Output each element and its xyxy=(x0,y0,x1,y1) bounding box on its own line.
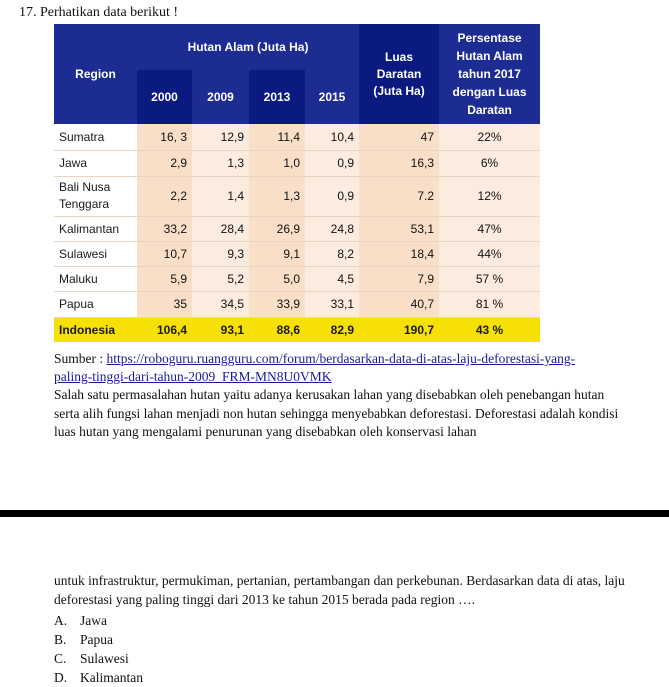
option-letter: D. xyxy=(54,670,68,685)
question-title: 17. Perhatikan data berikut ! xyxy=(19,5,179,20)
option-letter: B. xyxy=(54,632,67,647)
region-cell: Sulawesi xyxy=(54,241,137,266)
value-cell: 2,9 xyxy=(137,150,192,176)
value-cell: 7,9 xyxy=(359,266,439,291)
value-cell: 0,9 xyxy=(305,150,359,176)
paragraph-text: Salah satu permasalahan hutan yaitu adanya kerusakan lahan yang disebabkan oleh penebangan hutan serta alih fungsi lahan menjadi non hutan sehingga menyebabkan deforestasi. Deforestasi adalah kondisi luas hutan yang mengalami penurunan yang disebabkan oleh konservasi lahan xyxy=(54,387,619,439)
region-cell: Sumatra xyxy=(54,124,137,150)
value-cell: 0,9 xyxy=(305,176,359,216)
total-row xyxy=(54,317,540,342)
table-row xyxy=(54,241,540,266)
option-c[interactable] xyxy=(54,650,129,668)
value-cell: 11,4 xyxy=(249,124,305,150)
value-cell: 1,3 xyxy=(192,150,249,176)
value-cell: 93,1 xyxy=(192,317,249,342)
question-text: untuk infrastruktur, permukiman, pertanian, pertambangan dan perkebunan. Berdasarkan data di atas, laju deforestasi yang paling tinggi dari 2013 ke tahun 2015 berada pada region …. xyxy=(54,573,625,607)
value-cell: 88,6 xyxy=(249,317,305,342)
source-link[interactable]: https://roboguru.ruangguru.com/forum/berdasarkan-data-di-atas-laju-deforestasi-yang- paling-tinggi-dari-tahun-2009_FRM-MN8U0VMK xyxy=(54,351,576,384)
value-cell: 1,3 xyxy=(249,176,305,216)
percent-cell: 12% xyxy=(439,176,540,216)
region-cell: Jawa xyxy=(54,150,137,176)
table-row xyxy=(54,150,540,176)
forest-data-table xyxy=(54,24,540,342)
header-year: 2015 xyxy=(305,70,359,124)
source-citation xyxy=(54,350,634,386)
region-cell: Indonesia xyxy=(54,317,137,342)
option-text: Jawa xyxy=(80,613,107,628)
percent-cell: 6% xyxy=(439,150,540,176)
header-luas-daratan: Luas Daratan (Juta Ha) xyxy=(359,24,439,124)
value-cell: 8,2 xyxy=(305,241,359,266)
value-cell: 5,0 xyxy=(249,266,305,291)
header-hutan-alam: Hutan Alam (Juta Ha) xyxy=(137,24,359,70)
value-cell: 82,9 xyxy=(305,317,359,342)
value-cell: 53,1 xyxy=(359,216,439,241)
value-cell: 40,7 xyxy=(359,291,439,317)
option-b[interactable] xyxy=(54,631,113,649)
option-a[interactable] xyxy=(54,612,107,630)
percent-cell: 22% xyxy=(439,124,540,150)
option-letter: C. xyxy=(54,651,67,666)
value-cell: 106,4 xyxy=(137,317,192,342)
value-cell: 33,9 xyxy=(249,291,305,317)
percent-cell: 43 % xyxy=(439,317,540,342)
header-year: 2009 xyxy=(192,70,249,124)
value-cell: 18,4 xyxy=(359,241,439,266)
value-cell: 24,8 xyxy=(305,216,359,241)
value-cell: 4,5 xyxy=(305,266,359,291)
header-region: Region xyxy=(54,24,137,124)
value-cell: 16,3 xyxy=(359,150,439,176)
value-cell: 33,1 xyxy=(305,291,359,317)
value-cell: 1,0 xyxy=(249,150,305,176)
value-cell: 190,7 xyxy=(359,317,439,342)
region-cell: Papua xyxy=(54,291,137,317)
value-cell: 26,9 xyxy=(249,216,305,241)
value-cell: 10,4 xyxy=(305,124,359,150)
percent-cell: 47% xyxy=(439,216,540,241)
value-cell: 9,3 xyxy=(192,241,249,266)
source-label: Sumber : xyxy=(54,351,107,366)
table-row xyxy=(54,176,540,216)
option-text: Papua xyxy=(80,632,113,647)
value-cell: 16, 3 xyxy=(137,124,192,150)
option-letter: A. xyxy=(54,613,68,628)
region-cell: Kalimantan xyxy=(54,216,137,241)
value-cell: 28,4 xyxy=(192,216,249,241)
value-cell: 2,2 xyxy=(137,176,192,216)
table-row xyxy=(54,266,540,291)
value-cell: 33,2 xyxy=(137,216,192,241)
value-cell: 12,9 xyxy=(192,124,249,150)
header-year: 2000 xyxy=(137,70,192,124)
table-row xyxy=(54,124,540,150)
header-persentase: Persentase Hutan Alam tahun 2017 dengan Luas Daratan xyxy=(439,24,540,124)
header-year: 2013 xyxy=(249,70,305,124)
option-text: Sulawesi xyxy=(80,651,129,666)
value-cell: 7.2 xyxy=(359,176,439,216)
value-cell: 5,2 xyxy=(192,266,249,291)
region-cell: Bali Nusa Tenggara xyxy=(54,176,137,216)
percent-cell: 81 % xyxy=(439,291,540,317)
value-cell: 34,5 xyxy=(192,291,249,317)
value-cell: 9,1 xyxy=(249,241,305,266)
value-cell: 1,4 xyxy=(192,176,249,216)
value-cell: 10,7 xyxy=(137,241,192,266)
page-divider xyxy=(0,510,669,517)
percent-cell: 44% xyxy=(439,241,540,266)
option-d[interactable] xyxy=(54,669,143,687)
percent-cell: 57 % xyxy=(439,266,540,291)
table-row xyxy=(54,291,540,317)
value-cell: 5,9 xyxy=(137,266,192,291)
table-row xyxy=(54,216,540,241)
value-cell: 47 xyxy=(359,124,439,150)
option-text: Kalimantan xyxy=(80,670,143,685)
region-cell: Maluku xyxy=(54,266,137,291)
value-cell: 35 xyxy=(137,291,192,317)
